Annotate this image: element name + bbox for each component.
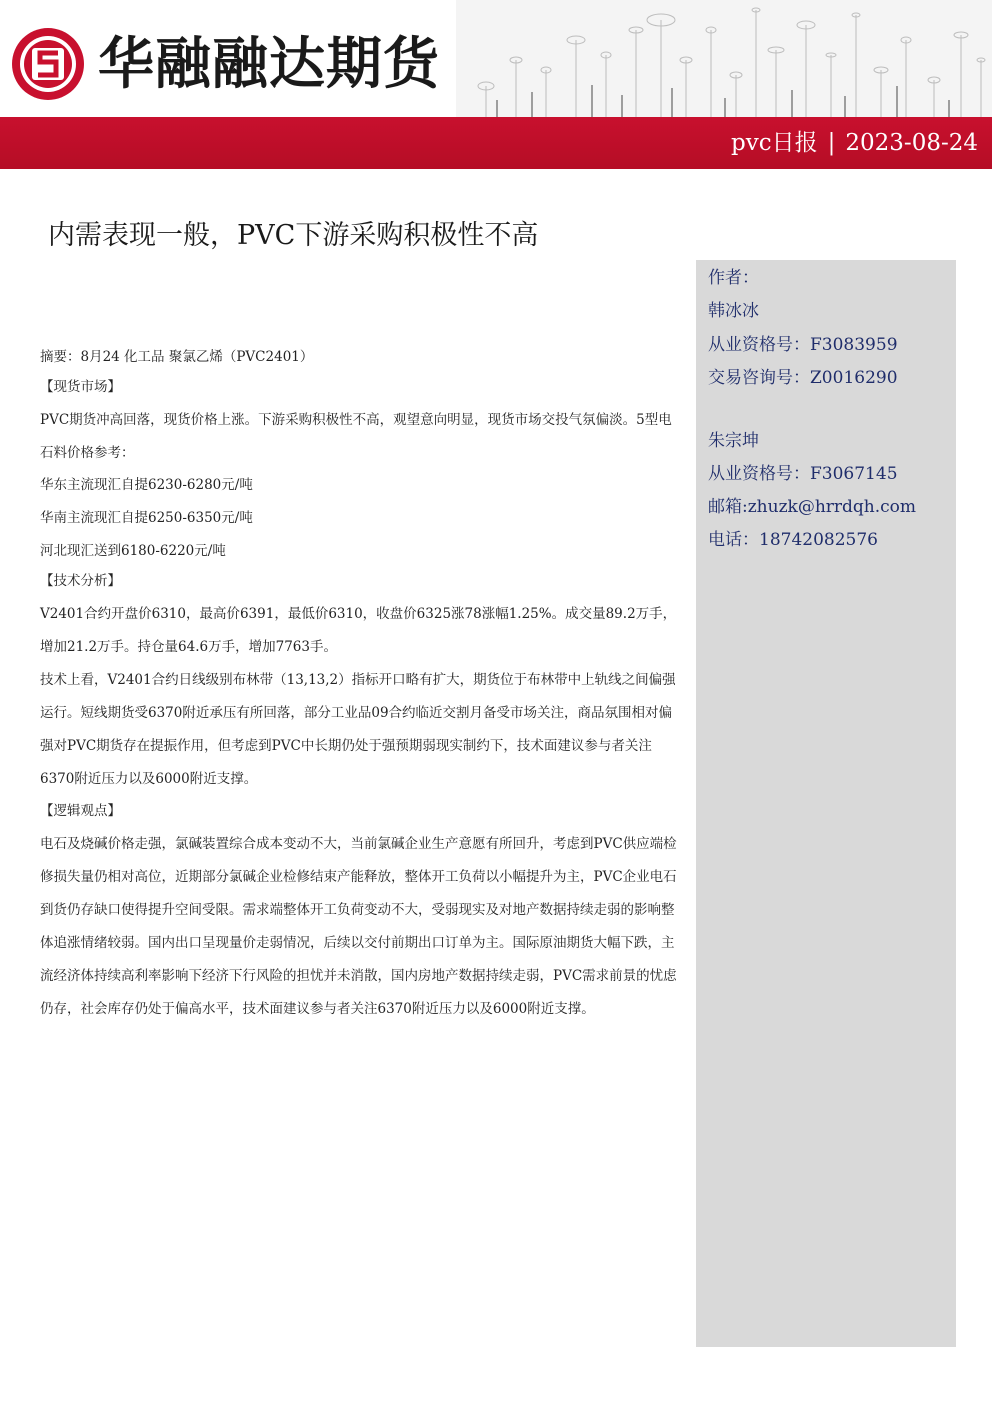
logic-paragraph: 电石及烧碱价格走强，氯碱装置综合成本变动不大，当前氯碱企业生产意愿有所回升，考虑到PVC供应端检修损失量仍相对高位，近期部分氯碱企业检修结束产能释放，整体开工负荷以小幅提升为主，PVC企业电石到货仍存缺口使得提升空间受限。需求端整体开工负荷变动不大，受弱现实及对地产数据持续走弱的影响整体追涨情绪较弱。国内出口呈现量价走弱情况，后续以交付前期出口订单为主。国际原油期货大幅下跌，主流经济体持续高利率影响下经济下行风险的担忧并未消散，国内房地产数据持续走弱，PVC需求前景的忧虑仍存，社会库存仍处于偏高水平，技术面建议参与者关注6370附近压力以及6000附近支撑。 (40, 836, 677, 1017)
company-logo-icon (10, 26, 86, 102)
spot-paragraph: PVC期货冲高回落，现货价格上涨。下游采购积极性不高，观望意向明显，现货市场交投气氛偏淡。5型电石料价格参考： (40, 412, 672, 461)
spot-heading: 【现货市场】 (40, 379, 121, 395)
author1-license: 从业资格号：F3083959 (708, 335, 898, 355)
logic-heading: 【逻辑观点】 (40, 803, 121, 819)
author2-email: 邮箱:zhuzk@hrrdqh.com (708, 497, 917, 517)
report-type: pvc日报 (731, 130, 818, 156)
tech-paragraph-1: V2401合约开盘价6310，最高价6391，最低价6310，收盘价6325涨78涨幅1.25%。成交量89.2万手，增加21.2万手。持仓量64.6万手，增加7763手。 (40, 606, 677, 655)
report-date: 2023-08-24 (845, 130, 978, 156)
spot-price-east: 华东主流现汇自提6230-6280元/吨 (40, 477, 253, 493)
author2-phone: 电话：18742082576 (708, 530, 878, 550)
report-title: 内需表现一般，PVC下游采购积极性不高 (48, 220, 539, 251)
summary-line: 摘要：8月24 化工品 聚氯乙烯（PVC2401） (40, 349, 314, 365)
report-tag (731, 128, 978, 158)
author1-name: 韩冰冰 (708, 301, 759, 321)
author-sidebar (696, 260, 956, 1347)
tech-paragraph-2: 技术上看，V2401合约日线级别布林带（13,13,2）指标开口略有扩大，期货位于布林带中上轨线之间偏强运行。短线期货受6370附近承压有所回落，部分工业品09合约临近交割月备受市场关注，商品氛围相对偏强对PVC期货存在提振作用，但考虑到PVC中长期仍处于强预期弱现实制约下，技术面建议参与者关注6370附近压力以及6000附近支撑。 (40, 672, 676, 787)
report-header (0, 0, 992, 170)
spot-price-south: 华南主流现汇自提6250-6350元/吨 (40, 510, 253, 526)
decorative-network-graphic (456, 0, 992, 118)
tag-separator: | (827, 130, 836, 156)
brand-name: 华融融达期货 (98, 32, 440, 97)
tech-heading: 【技术分析】 (40, 573, 121, 589)
author2-license: 从业资格号：F3067145 (708, 464, 898, 484)
author2-name: 朱宗坤 (708, 431, 759, 451)
author1-consult: 交易咨询号：Z0016290 (708, 368, 898, 388)
author-label: 作者： (708, 268, 759, 288)
spot-price-hebei: 河北现汇送到6180-6220元/吨 (40, 543, 226, 559)
